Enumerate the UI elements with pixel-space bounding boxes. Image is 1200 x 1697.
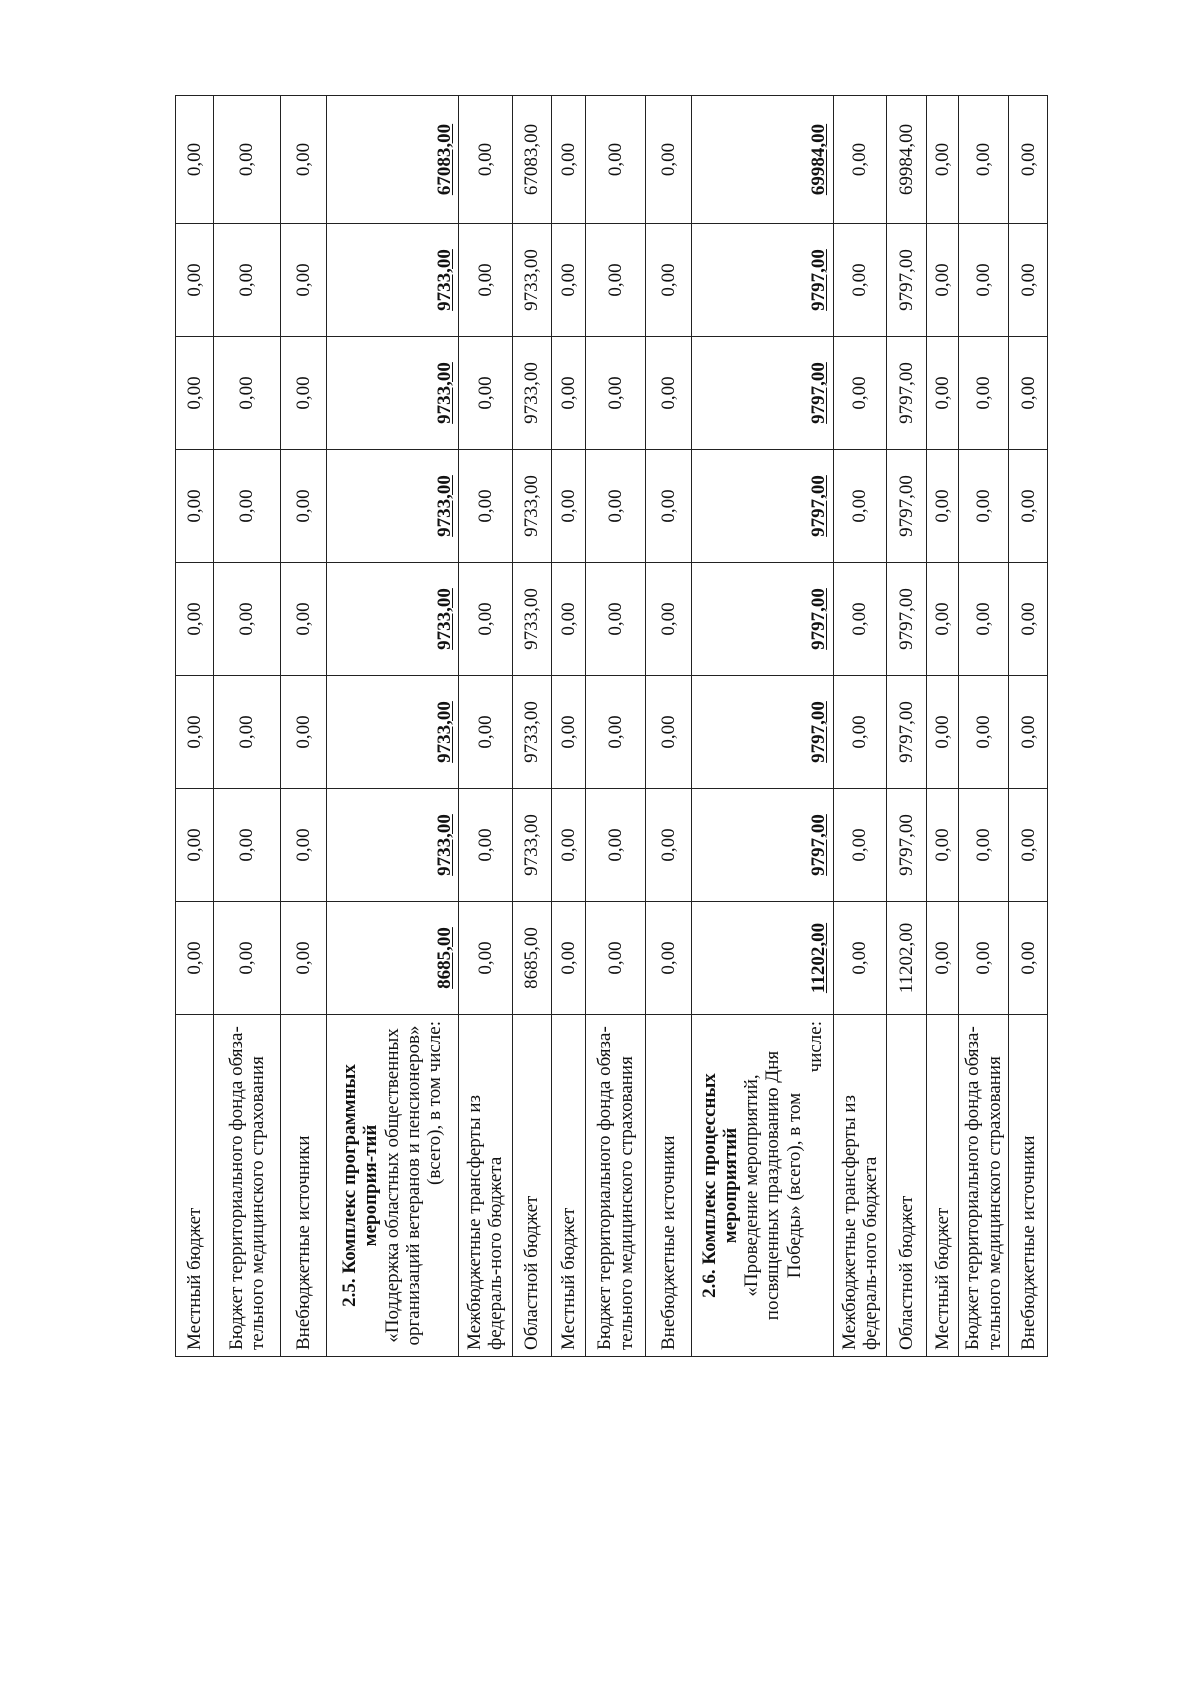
value-cell: 9797,00 bbox=[692, 563, 834, 676]
value-cell: 9797,00 bbox=[692, 224, 834, 337]
value-cell: 9797,00 bbox=[692, 676, 834, 789]
value-cell: 0,00 bbox=[926, 224, 958, 337]
value-cell: 0,00 bbox=[459, 563, 512, 676]
table-row bbox=[887, 96, 927, 1357]
value-cell: 0,00 bbox=[958, 337, 1009, 450]
value-cell: 0,00 bbox=[646, 789, 692, 902]
table-row bbox=[214, 96, 280, 1357]
value-cell: 0,00 bbox=[926, 337, 958, 450]
value-cell: 0,00 bbox=[1009, 224, 1048, 337]
value-cell: 0,00 bbox=[586, 450, 646, 563]
value-cell: 0,00 bbox=[586, 337, 646, 450]
row-label: Местный бюджет bbox=[176, 1015, 214, 1357]
value-cell: 8685,00 bbox=[326, 902, 458, 1015]
rotated-page bbox=[175, 96, 1048, 1357]
value-cell: 9733,00 bbox=[512, 789, 552, 902]
value-cell: 11202,00 bbox=[692, 902, 834, 1015]
value-cell: 9733,00 bbox=[326, 224, 458, 337]
value-cell: 0,00 bbox=[646, 676, 692, 789]
value-cell: 9797,00 bbox=[887, 337, 927, 450]
value-cell: 0,00 bbox=[176, 789, 214, 902]
value-cell: 0,00 bbox=[646, 337, 692, 450]
value-cell: 9797,00 bbox=[887, 563, 927, 676]
row-label: Бюджет территориального фонда обяза-тельного медицинского страхования bbox=[586, 1015, 646, 1357]
value-cell: 0,00 bbox=[958, 96, 1009, 224]
value-cell: 0,00 bbox=[552, 563, 586, 676]
value-cell: 0,00 bbox=[646, 902, 692, 1015]
value-cell: 0,00 bbox=[214, 789, 280, 902]
table-row bbox=[586, 96, 646, 1357]
row-label: Областной бюджет bbox=[512, 1015, 552, 1357]
table-row bbox=[459, 96, 512, 1357]
value-cell: 9797,00 bbox=[887, 789, 927, 902]
value-cell: 9733,00 bbox=[326, 563, 458, 676]
value-cell: 0,00 bbox=[552, 337, 586, 450]
value-cell: 0,00 bbox=[552, 789, 586, 902]
row-label: Внебюджетные источники bbox=[646, 1015, 692, 1357]
value-cell: 0,00 bbox=[833, 224, 886, 337]
row-label: Бюджет территориального фонда обяза-тельного медицинского страхования bbox=[214, 1015, 280, 1357]
value-cell: 9797,00 bbox=[887, 676, 927, 789]
value-cell: 0,00 bbox=[214, 96, 280, 224]
value-cell: 0,00 bbox=[459, 96, 512, 224]
value-cell: 0,00 bbox=[459, 337, 512, 450]
value-cell: 9797,00 bbox=[887, 224, 927, 337]
row-label: Межбюджетные трансферты из федераль-ного бюджета bbox=[833, 1015, 886, 1357]
value-cell: 0,00 bbox=[833, 337, 886, 450]
value-cell: 0,00 bbox=[958, 789, 1009, 902]
table-row bbox=[833, 96, 886, 1357]
value-cell: 0,00 bbox=[176, 676, 214, 789]
row-label: Бюджет территориального фонда обяза-тельного медицинского страхования bbox=[958, 1015, 1009, 1357]
value-cell: 0,00 bbox=[586, 902, 646, 1015]
value-cell: 69984,00 bbox=[887, 96, 927, 224]
value-cell: 9797,00 bbox=[692, 789, 834, 902]
value-cell: 0,00 bbox=[646, 563, 692, 676]
value-cell: 0,00 bbox=[958, 224, 1009, 337]
value-cell: 0,00 bbox=[459, 902, 512, 1015]
value-cell: 0,00 bbox=[552, 450, 586, 563]
section-title: 2.5. Комплекс программных мероприя-тий bbox=[339, 1064, 382, 1307]
value-cell: 0,00 bbox=[586, 789, 646, 902]
value-cell: 0,00 bbox=[926, 902, 958, 1015]
table-row bbox=[958, 96, 1009, 1357]
value-cell: 8685,00 bbox=[512, 902, 552, 1015]
value-cell: 9797,00 bbox=[692, 450, 834, 563]
row-label: Областной бюджет bbox=[887, 1015, 927, 1357]
value-cell: 0,00 bbox=[280, 96, 326, 224]
value-cell: 0,00 bbox=[646, 450, 692, 563]
value-cell: 0,00 bbox=[214, 224, 280, 337]
value-cell: 0,00 bbox=[459, 450, 512, 563]
table-row bbox=[552, 96, 586, 1357]
value-cell: 0,00 bbox=[833, 450, 886, 563]
value-cell: 9733,00 bbox=[512, 450, 552, 563]
table-row bbox=[926, 96, 958, 1357]
value-cell: 0,00 bbox=[1009, 450, 1048, 563]
value-cell: 0,00 bbox=[176, 337, 214, 450]
section-total-row bbox=[692, 96, 834, 1357]
value-cell: 0,00 bbox=[586, 563, 646, 676]
table-row bbox=[1009, 96, 1048, 1357]
value-cell: 9733,00 bbox=[512, 224, 552, 337]
row-label: Внебюджетные источники bbox=[1009, 1015, 1048, 1357]
value-cell: 0,00 bbox=[1009, 789, 1048, 902]
value-cell: 0,00 bbox=[459, 789, 512, 902]
table-row bbox=[512, 96, 552, 1357]
value-cell: 0,00 bbox=[926, 676, 958, 789]
value-cell: 11202,00 bbox=[887, 902, 927, 1015]
value-cell: 0,00 bbox=[552, 96, 586, 224]
value-cell: 0,00 bbox=[586, 224, 646, 337]
section-title-cell bbox=[692, 1015, 834, 1357]
value-cell: 0,00 bbox=[214, 676, 280, 789]
value-cell: 0,00 bbox=[552, 224, 586, 337]
value-cell: 0,00 bbox=[176, 224, 214, 337]
value-cell: 0,00 bbox=[214, 563, 280, 676]
value-cell: 0,00 bbox=[176, 96, 214, 224]
value-cell: 0,00 bbox=[926, 96, 958, 224]
value-cell: 0,00 bbox=[176, 563, 214, 676]
value-cell: 9797,00 bbox=[692, 337, 834, 450]
value-cell: 0,00 bbox=[958, 563, 1009, 676]
section-total-row bbox=[326, 96, 458, 1357]
value-cell: 0,00 bbox=[926, 450, 958, 563]
value-cell: 9733,00 bbox=[326, 789, 458, 902]
value-cell: 0,00 bbox=[214, 450, 280, 563]
section-tail: числе: bbox=[804, 1021, 826, 1073]
row-label: Местный бюджет bbox=[926, 1015, 958, 1357]
value-cell: 0,00 bbox=[1009, 337, 1048, 450]
value-cell: 0,00 bbox=[214, 337, 280, 450]
value-cell: 67083,00 bbox=[512, 96, 552, 224]
value-cell: 0,00 bbox=[280, 902, 326, 1015]
value-cell: 9797,00 bbox=[887, 450, 927, 563]
value-cell: 9733,00 bbox=[326, 450, 458, 563]
value-cell: 0,00 bbox=[552, 676, 586, 789]
value-cell: 0,00 bbox=[459, 224, 512, 337]
value-cell: 0,00 bbox=[280, 450, 326, 563]
value-cell: 0,00 bbox=[552, 902, 586, 1015]
value-cell: 0,00 bbox=[833, 563, 886, 676]
row-label: Внебюджетные источники bbox=[280, 1015, 326, 1357]
value-cell: 9733,00 bbox=[512, 676, 552, 789]
value-cell: 0,00 bbox=[833, 96, 886, 224]
table-row bbox=[646, 96, 692, 1357]
value-cell: 9733,00 bbox=[512, 337, 552, 450]
value-cell: 0,00 bbox=[833, 789, 886, 902]
value-cell: 0,00 bbox=[176, 902, 214, 1015]
budget-table bbox=[175, 95, 1048, 1357]
row-label: Местный бюджет bbox=[552, 1015, 586, 1357]
value-cell: 0,00 bbox=[958, 902, 1009, 1015]
value-cell: 0,00 bbox=[926, 789, 958, 902]
value-cell: 0,00 bbox=[646, 224, 692, 337]
value-cell: 0,00 bbox=[958, 676, 1009, 789]
value-cell: 9733,00 bbox=[512, 563, 552, 676]
value-cell: 0,00 bbox=[833, 902, 886, 1015]
section-subtitle: «Поддержка областных общественных организаций ветеранов и пенсионеров» bbox=[381, 1025, 424, 1346]
value-cell: 9733,00 bbox=[326, 676, 458, 789]
section-title-cell bbox=[326, 1015, 458, 1357]
value-cell: 0,00 bbox=[1009, 96, 1048, 224]
value-cell: 0,00 bbox=[280, 676, 326, 789]
section-tail: (всего), в том числе: bbox=[424, 1021, 446, 1185]
value-cell: 67083,00 bbox=[326, 96, 458, 224]
value-cell: 0,00 bbox=[586, 676, 646, 789]
value-cell: 0,00 bbox=[1009, 676, 1048, 789]
row-label: Межбюджетные трансферты из федераль-ного бюджета bbox=[459, 1015, 512, 1357]
value-cell: 0,00 bbox=[1009, 563, 1048, 676]
value-cell: 0,00 bbox=[1009, 902, 1048, 1015]
table-row bbox=[280, 96, 326, 1357]
value-cell: 0,00 bbox=[280, 789, 326, 902]
section-title: 2.6. Комплекс процессных мероприятий bbox=[698, 1073, 741, 1298]
table-row bbox=[176, 96, 214, 1357]
value-cell: 0,00 bbox=[280, 224, 326, 337]
value-cell: 0,00 bbox=[926, 563, 958, 676]
value-cell: 0,00 bbox=[958, 450, 1009, 563]
value-cell: 9733,00 bbox=[326, 337, 458, 450]
value-cell: 0,00 bbox=[586, 96, 646, 224]
value-cell: 0,00 bbox=[214, 902, 280, 1015]
value-cell: 0,00 bbox=[176, 450, 214, 563]
value-cell: 0,00 bbox=[459, 676, 512, 789]
value-cell: 0,00 bbox=[833, 676, 886, 789]
section-subtitle: «Проведение мероприятий, посвященных празднованию Дня Победы» (всего), в том bbox=[741, 1050, 805, 1321]
value-cell: 0,00 bbox=[280, 337, 326, 450]
table-body bbox=[176, 96, 1048, 1357]
value-cell: 0,00 bbox=[280, 563, 326, 676]
value-cell: 69984,00 bbox=[692, 96, 834, 224]
value-cell: 0,00 bbox=[646, 96, 692, 224]
